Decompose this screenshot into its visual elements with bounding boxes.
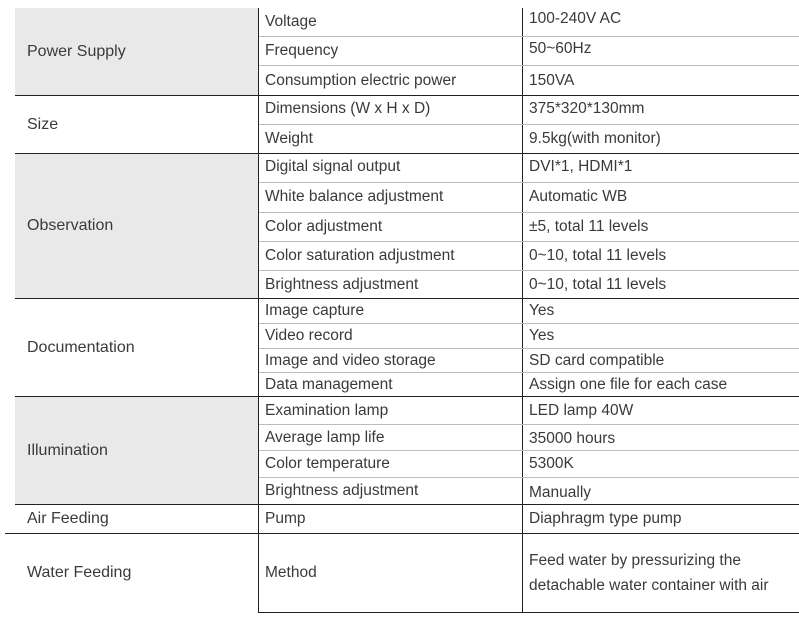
grid-line [5,533,799,534]
grid-line [15,504,799,505]
param-cell: Dimensions (W x H x D) [265,100,431,117]
grid-line [259,65,799,66]
param-cell: Image capture [265,302,365,319]
param-cell: Brightness adjustment [265,482,419,499]
grid-line [259,477,799,478]
value-cell: Assign one file for each case [529,375,728,393]
grid-line [259,212,799,213]
category-air-feeding: Air Feeding [15,505,258,533]
grid-line [259,323,799,324]
value-cell: Yes [529,302,555,319]
value-cell: 9.5kg(with monitor) [529,130,661,147]
grid-line [259,270,799,271]
grid-line [259,241,799,242]
category-documentation: Documentation [15,299,258,396]
grid-line [15,298,799,299]
param-cell: White balance adjustment [265,188,444,205]
value-cell: 375*320*130mm [529,100,645,117]
grid-line [15,396,799,397]
value-cell: 0~10, total 11 levels [529,246,667,264]
param-cell: Color saturation adjustment [265,246,455,264]
category-water-feeding: Water Feeding [15,534,258,612]
value-cell: Feed water by pressurizing the detachable water container with air [529,552,769,594]
grid-line [259,36,799,37]
grid-line [258,612,799,613]
param-cell: Video record [265,327,353,344]
category-size: Size [15,96,258,153]
value-cell: SD card compatible [529,351,665,369]
param-cell: Average lamp life [265,428,385,446]
value-cell: 150VA [529,71,575,89]
value-cell: Diaphragm type pump [529,510,682,527]
value-cell: Yes [529,327,555,344]
value-cell: Manually [529,483,592,501]
category-power-supply: Power Supply [15,8,258,95]
grid-line [259,124,799,125]
grid-line [259,450,799,451]
param-cell: Digital signal output [265,158,401,175]
grid-line [259,182,799,183]
param-cell: Color adjustment [265,218,383,235]
value-cell: ±5, total 11 levels [529,218,649,235]
value-cell: 100-240V AC [529,10,622,27]
grid-line [15,153,799,154]
category-observation: Observation [15,154,258,298]
param-cell: Frequency [265,42,339,59]
param-cell: Data management [265,375,393,393]
grid-line [259,372,799,373]
grid-line [15,95,799,96]
value-cell: DVI*1, HDMI*1 [529,158,633,175]
grid-line [258,8,259,612]
param-cell: Examination lamp [265,401,389,419]
param-cell: Voltage [265,13,317,30]
grid-line [522,8,523,612]
value-cell: Automatic WB [529,188,628,205]
grid-line [259,424,799,425]
value-cell: 0~10, total 11 levels [529,275,667,293]
param-cell: Weight [265,130,313,147]
param-cell: Pump [265,510,306,527]
param-cell: Image and video storage [265,351,436,369]
value-cell: 5300K [529,455,574,472]
param-cell: Method [265,564,317,581]
param-cell: Color temperature [265,455,390,472]
category-illumination: Illumination [15,397,258,504]
grid-line [259,348,799,349]
value-cell: 35000 hours [529,429,616,447]
param-cell: Consumption electric power [265,71,457,89]
param-cell: Brightness adjustment [265,275,419,293]
value-cell: LED lamp 40W [529,401,634,419]
value-cell: 50~60Hz [529,40,592,57]
